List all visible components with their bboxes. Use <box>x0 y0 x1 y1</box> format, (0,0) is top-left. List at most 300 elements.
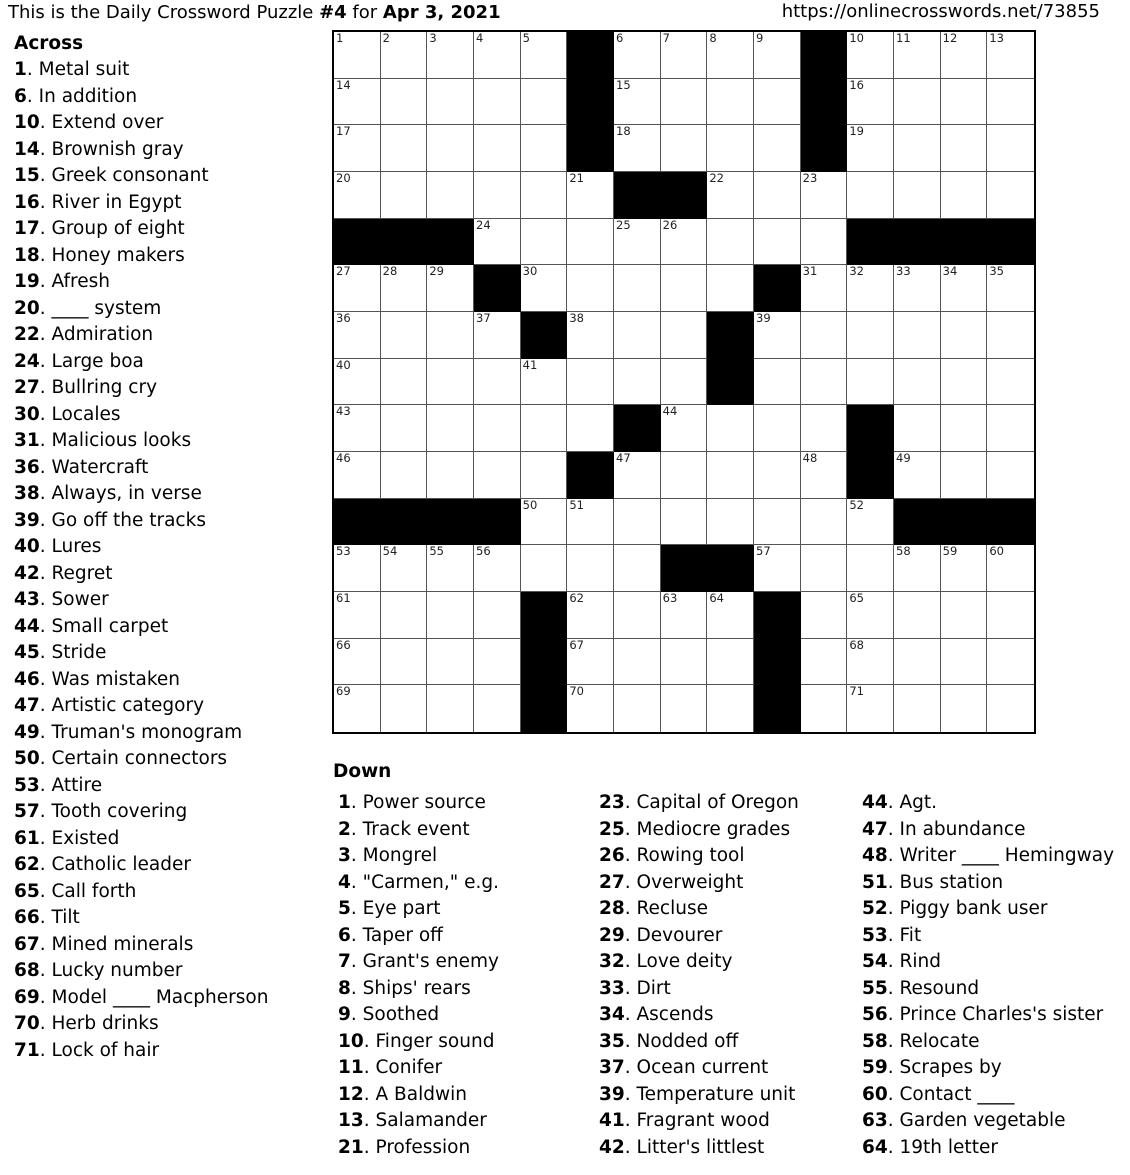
grid-cell[interactable] <box>801 499 848 546</box>
grid-cell[interactable] <box>334 172 381 219</box>
clue-item[interactable] <box>14 216 268 243</box>
grid-cell[interactable] <box>847 499 894 546</box>
clue-item[interactable] <box>599 896 799 923</box>
clue-item[interactable] <box>338 1135 499 1162</box>
grid-cell[interactable] <box>801 592 848 639</box>
clue-item[interactable] <box>599 817 799 844</box>
cell-number: 2 <box>382 31 390 45</box>
clue-item[interactable] <box>14 243 268 270</box>
clue-item[interactable] <box>599 1135 799 1162</box>
clue-number: 24 <box>14 350 40 372</box>
grid-cell[interactable] <box>987 359 1034 406</box>
grid-cell[interactable] <box>474 592 521 639</box>
grid-cell[interactable] <box>567 639 614 686</box>
grid-cell[interactable] <box>474 452 521 499</box>
clue-item[interactable] <box>14 799 268 826</box>
puzzle-url[interactable]: https://onlinecrosswords.net/73855 <box>781 1 1100 22</box>
grid-cell[interactable] <box>334 265 381 312</box>
grid-cell[interactable] <box>427 545 474 592</box>
clue-number: 11 <box>338 1057 364 1078</box>
clue-text: "Carmen," e.g. <box>362 871 499 893</box>
grid-cell[interactable] <box>894 545 941 592</box>
grid-cell[interactable] <box>801 219 848 266</box>
grid-cell[interactable] <box>521 545 568 592</box>
grid-cell[interactable] <box>334 405 381 452</box>
grid-cell[interactable] <box>521 265 568 312</box>
grid-cell[interactable] <box>381 452 428 499</box>
grid-cell[interactable] <box>474 639 521 686</box>
grid-cell[interactable] <box>474 125 521 172</box>
grid-cell[interactable] <box>941 685 988 732</box>
grid-cell[interactable] <box>987 639 1034 686</box>
grid-cell[interactable] <box>754 172 801 219</box>
grid-cell[interactable] <box>567 405 614 452</box>
clue-item[interactable] <box>14 402 268 429</box>
grid-cell[interactable] <box>847 32 894 79</box>
grid-cell[interactable] <box>661 312 708 359</box>
grid-cell[interactable] <box>754 219 801 266</box>
grid-cell[interactable] <box>427 32 474 79</box>
grid-cell[interactable] <box>381 405 428 452</box>
clue-item[interactable] <box>338 1029 499 1056</box>
grid-cell[interactable] <box>847 172 894 219</box>
clue-text: Litter's littlest <box>636 1136 765 1158</box>
clue-item[interactable] <box>14 693 268 720</box>
clue-item[interactable] <box>14 1011 268 1038</box>
grid-cell[interactable] <box>427 312 474 359</box>
grid-cell[interactable] <box>381 79 428 126</box>
clue-item[interactable] <box>338 1055 499 1082</box>
grid-cell[interactable] <box>614 125 661 172</box>
grid-cell[interactable] <box>567 545 614 592</box>
grid-cell[interactable] <box>987 265 1034 312</box>
grid-cell[interactable] <box>847 545 894 592</box>
grid-cell[interactable] <box>941 359 988 406</box>
grid-cell[interactable] <box>567 219 614 266</box>
clue-item[interactable] <box>338 1108 499 1135</box>
grid-cell[interactable] <box>521 452 568 499</box>
clue-item[interactable] <box>14 455 268 482</box>
grid-cell[interactable] <box>474 32 521 79</box>
grid-cell[interactable] <box>707 685 754 732</box>
grid-cell[interactable] <box>754 359 801 406</box>
grid-cell[interactable] <box>381 265 428 312</box>
clue-item[interactable] <box>14 958 268 985</box>
clue-separator: . <box>39 880 52 902</box>
grid-cell[interactable] <box>334 312 381 359</box>
grid-cell[interactable] <box>987 79 1034 126</box>
grid-cell[interactable] <box>894 639 941 686</box>
clue-item[interactable] <box>862 976 1114 1003</box>
grid-cell[interactable] <box>801 265 848 312</box>
clue-item[interactable] <box>599 976 799 1003</box>
grid-cell[interactable] <box>427 359 474 406</box>
clue-item[interactable] <box>14 84 268 111</box>
clue-item[interactable] <box>338 923 499 950</box>
grid-cell[interactable] <box>707 405 754 452</box>
grid-cell[interactable] <box>894 592 941 639</box>
clue-item[interactable] <box>14 852 268 879</box>
clue-item[interactable] <box>14 985 268 1012</box>
clue-item[interactable] <box>599 923 799 950</box>
clue-item[interactable] <box>599 1082 799 1109</box>
grid-cell-black <box>801 79 848 126</box>
clue-item[interactable] <box>14 720 268 747</box>
grid-cell[interactable] <box>334 452 381 499</box>
clue-item[interactable] <box>14 375 268 402</box>
clue-item[interactable] <box>14 349 268 376</box>
grid-cell[interactable] <box>941 79 988 126</box>
clue-item[interactable] <box>599 870 799 897</box>
grid-cell[interactable] <box>427 639 474 686</box>
clue-number: 27 <box>14 377 40 399</box>
grid-cell[interactable] <box>521 172 568 219</box>
clue-item[interactable] <box>338 976 499 1003</box>
clue-item[interactable] <box>14 932 268 959</box>
clue-item[interactable] <box>338 817 499 844</box>
clue-text: Malicious looks <box>51 430 192 452</box>
grid-cell[interactable] <box>707 592 754 639</box>
grid-cell[interactable] <box>474 79 521 126</box>
grid-cell[interactable] <box>614 499 661 546</box>
clue-item[interactable] <box>338 1002 499 1029</box>
grid-cell[interactable] <box>334 359 381 406</box>
clue-separator: . <box>39 403 52 425</box>
grid-cell[interactable] <box>801 545 848 592</box>
clue-item[interactable] <box>14 667 268 694</box>
grid-cell[interactable] <box>614 452 661 499</box>
grid-cell[interactable] <box>707 639 754 686</box>
grid-cell[interactable] <box>661 592 708 639</box>
clue-item[interactable] <box>599 1002 799 1029</box>
clue-item[interactable] <box>862 843 1114 870</box>
grid-cell[interactable] <box>474 685 521 732</box>
clue-separator: . <box>39 456 52 478</box>
clue-item[interactable] <box>599 843 799 870</box>
clue-item[interactable] <box>338 790 499 817</box>
grid-cell[interactable] <box>614 592 661 639</box>
grid-cell[interactable] <box>801 405 848 452</box>
grid-cell[interactable] <box>567 312 614 359</box>
grid-cell[interactable] <box>941 125 988 172</box>
grid-cell[interactable] <box>847 685 894 732</box>
grid-cell[interactable] <box>941 405 988 452</box>
grid-cell[interactable] <box>661 219 708 266</box>
clue-separator: . <box>363 1083 376 1105</box>
grid-cell[interactable] <box>894 405 941 452</box>
grid-cell[interactable] <box>987 312 1034 359</box>
across-heading: Across <box>14 33 84 54</box>
grid-cell[interactable] <box>381 125 428 172</box>
clue-item[interactable] <box>14 534 268 561</box>
clue-number: 3 <box>338 845 351 866</box>
grid-cell[interactable] <box>474 312 521 359</box>
grid-cell[interactable] <box>381 312 428 359</box>
clue-item[interactable] <box>862 949 1114 976</box>
clue-item[interactable] <box>14 640 268 667</box>
clue-item[interactable] <box>14 905 268 932</box>
grid-cell[interactable] <box>707 125 754 172</box>
grid-cell[interactable] <box>381 592 428 639</box>
grid-cell[interactable] <box>381 685 428 732</box>
clue-text: Brownish gray <box>51 138 184 160</box>
grid-cell[interactable] <box>334 79 381 126</box>
grid-cell-black <box>521 312 568 359</box>
grid-cell[interactable] <box>941 545 988 592</box>
grid-cell[interactable] <box>661 685 708 732</box>
grid-cell[interactable] <box>521 79 568 126</box>
clue-separator: . <box>39 668 52 690</box>
cell-number: 8 <box>709 31 717 45</box>
clue-item[interactable] <box>14 746 268 773</box>
grid-cell[interactable] <box>427 172 474 219</box>
grid-cell[interactable] <box>661 405 708 452</box>
grid-cell[interactable] <box>941 639 988 686</box>
grid-cell[interactable] <box>614 265 661 312</box>
grid-cell[interactable] <box>661 499 708 546</box>
grid-cell[interactable] <box>614 312 661 359</box>
grid-cell[interactable] <box>894 79 941 126</box>
clue-text: Watercraft <box>51 456 149 478</box>
header-prefix: This is the Daily Crossword Puzzle <box>8 2 320 23</box>
grid-cell[interactable] <box>661 79 708 126</box>
grid-cell[interactable] <box>894 125 941 172</box>
grid-cell[interactable] <box>941 452 988 499</box>
grid-cell[interactable] <box>754 405 801 452</box>
grid-cell[interactable] <box>474 405 521 452</box>
clue-item[interactable] <box>14 269 268 296</box>
clue-item[interactable] <box>862 1108 1114 1135</box>
grid-cell[interactable] <box>521 125 568 172</box>
clue-item[interactable] <box>338 949 499 976</box>
grid-cell[interactable] <box>847 79 894 126</box>
grid-cell[interactable] <box>521 359 568 406</box>
grid-cell[interactable] <box>801 359 848 406</box>
grid-cell[interactable] <box>754 125 801 172</box>
grid-cell[interactable] <box>381 639 428 686</box>
grid-cell[interactable] <box>941 265 988 312</box>
grid-cell[interactable] <box>707 219 754 266</box>
grid-cell[interactable] <box>941 592 988 639</box>
grid-cell[interactable] <box>754 545 801 592</box>
cell-number: 64 <box>709 591 724 605</box>
clue-number: 37 <box>599 1057 625 1078</box>
clue-item[interactable] <box>14 428 268 455</box>
grid-cell[interactable] <box>894 265 941 312</box>
clue-item[interactable] <box>599 1029 799 1056</box>
grid-cell[interactable] <box>754 452 801 499</box>
grid-cell[interactable] <box>661 265 708 312</box>
grid-cell[interactable] <box>427 592 474 639</box>
grid-cell[interactable] <box>661 639 708 686</box>
grid-cell[interactable] <box>941 172 988 219</box>
grid-cell[interactable] <box>987 452 1034 499</box>
clue-item[interactable] <box>338 1082 499 1109</box>
grid-cell[interactable] <box>427 125 474 172</box>
clue-item[interactable] <box>338 843 499 870</box>
grid-cell[interactable] <box>567 592 614 639</box>
grid-cell[interactable] <box>801 452 848 499</box>
clue-text: Track event <box>362 818 470 840</box>
grid-cell[interactable] <box>987 545 1034 592</box>
clue-item[interactable] <box>14 322 268 349</box>
grid-cell[interactable] <box>754 79 801 126</box>
grid-cell[interactable] <box>847 359 894 406</box>
grid-cell[interactable] <box>894 32 941 79</box>
grid-cell[interactable] <box>847 265 894 312</box>
grid-cell[interactable] <box>707 172 754 219</box>
cell-number: 67 <box>569 637 584 652</box>
grid-cell[interactable] <box>427 452 474 499</box>
grid-cell[interactable] <box>801 685 848 732</box>
clue-item[interactable] <box>14 879 268 906</box>
grid-cell[interactable] <box>847 312 894 359</box>
clue-text: Greek consonant <box>51 165 209 187</box>
grid-cell[interactable] <box>614 545 661 592</box>
clue-number: 8 <box>338 977 351 999</box>
clue-item[interactable] <box>14 57 268 84</box>
grid-cell[interactable] <box>334 545 381 592</box>
clue-item[interactable] <box>14 587 268 614</box>
grid-cell[interactable] <box>707 265 754 312</box>
grid-cell[interactable] <box>521 405 568 452</box>
clue-item[interactable] <box>862 870 1114 897</box>
grid-cell[interactable] <box>987 172 1034 219</box>
clue-item[interactable] <box>599 949 799 976</box>
grid-cell[interactable] <box>381 32 428 79</box>
clue-item[interactable] <box>14 1038 268 1065</box>
clue-item[interactable] <box>862 817 1114 844</box>
clue-item[interactable] <box>14 481 268 508</box>
grid-cell[interactable] <box>801 312 848 359</box>
grid-cell[interactable] <box>894 312 941 359</box>
grid-cell[interactable] <box>334 125 381 172</box>
clue-item[interactable] <box>14 137 268 164</box>
grid-cell[interactable] <box>894 452 941 499</box>
grid-cell[interactable] <box>941 32 988 79</box>
clue-number: 63 <box>862 1110 888 1131</box>
grid-cell[interactable] <box>754 499 801 546</box>
clue-item[interactable] <box>14 561 268 588</box>
grid-cell[interactable] <box>801 639 848 686</box>
grid-cell[interactable] <box>894 685 941 732</box>
grid-cell[interactable] <box>381 172 428 219</box>
clue-item[interactable] <box>862 1082 1114 1109</box>
clue-item[interactable] <box>14 163 268 190</box>
grid-cell[interactable] <box>707 452 754 499</box>
grid-cell[interactable] <box>707 79 754 126</box>
grid-cell[interactable] <box>474 545 521 592</box>
grid-cell[interactable] <box>381 359 428 406</box>
grid-cell[interactable] <box>614 639 661 686</box>
clue-item[interactable] <box>862 1135 1114 1162</box>
grid-cell[interactable] <box>987 32 1034 79</box>
clue-item[interactable] <box>862 1002 1114 1029</box>
grid-cell[interactable] <box>474 172 521 219</box>
grid-cell[interactable] <box>427 265 474 312</box>
grid-cell[interactable] <box>381 545 428 592</box>
grid-cell[interactable] <box>567 172 614 219</box>
grid-cell[interactable] <box>334 685 381 732</box>
clue-item[interactable] <box>599 1055 799 1082</box>
grid-cell[interactable] <box>894 172 941 219</box>
grid-cell[interactable] <box>614 359 661 406</box>
grid-cell[interactable] <box>754 312 801 359</box>
grid-cell-black <box>707 545 754 592</box>
cell-number: 54 <box>382 544 398 559</box>
grid-cell[interactable] <box>567 265 614 312</box>
clue-item[interactable] <box>862 1029 1114 1056</box>
clue-item[interactable] <box>862 790 1114 817</box>
grid-cell[interactable] <box>427 685 474 732</box>
grid-cell[interactable] <box>567 685 614 732</box>
grid-cell[interactable] <box>474 219 521 266</box>
clue-item[interactable] <box>14 773 268 800</box>
clue-item[interactable] <box>14 110 268 137</box>
grid-cell[interactable] <box>987 685 1034 732</box>
clue-item[interactable] <box>862 896 1114 923</box>
grid-cell-black <box>334 499 381 546</box>
grid-cell[interactable] <box>847 592 894 639</box>
page-header-title <box>8 2 501 23</box>
grid-cell[interactable] <box>661 32 708 79</box>
clue-item[interactable] <box>599 790 799 817</box>
grid-cell[interactable] <box>987 592 1034 639</box>
clue-text: Resound <box>899 977 980 999</box>
grid-cell[interactable] <box>987 125 1034 172</box>
grid-cell[interactable] <box>474 359 521 406</box>
grid-cell[interactable] <box>707 499 754 546</box>
grid-cell[interactable] <box>427 79 474 126</box>
clue-item[interactable] <box>599 1108 799 1135</box>
grid-cell[interactable] <box>894 359 941 406</box>
grid-cell[interactable] <box>334 32 381 79</box>
grid-cell[interactable] <box>987 405 1034 452</box>
clue-item[interactable] <box>14 296 268 323</box>
grid-cell[interactable] <box>707 32 754 79</box>
grid-cell[interactable] <box>661 452 708 499</box>
grid-cell[interactable] <box>941 312 988 359</box>
grid-cell[interactable] <box>614 79 661 126</box>
grid-cell[interactable] <box>334 639 381 686</box>
clue-item[interactable] <box>14 508 268 535</box>
grid-cell[interactable] <box>847 639 894 686</box>
grid-cell[interactable] <box>567 359 614 406</box>
clue-item[interactable] <box>338 896 499 923</box>
clue-item[interactable] <box>14 614 268 641</box>
grid-cell[interactable] <box>754 32 801 79</box>
grid-cell[interactable] <box>614 685 661 732</box>
grid-cell[interactable] <box>521 32 568 79</box>
clue-item[interactable] <box>862 923 1114 950</box>
clue-item[interactable] <box>14 826 268 853</box>
grid-cell[interactable] <box>614 32 661 79</box>
grid-cell[interactable] <box>661 125 708 172</box>
grid-cell[interactable] <box>661 359 708 406</box>
clue-item[interactable] <box>14 190 268 217</box>
grid-cell[interactable] <box>334 592 381 639</box>
grid-cell[interactable] <box>521 219 568 266</box>
clue-item[interactable] <box>338 870 499 897</box>
grid-cell[interactable] <box>847 125 894 172</box>
grid-cell[interactable] <box>521 499 568 546</box>
grid-cell[interactable] <box>567 499 614 546</box>
grid-cell[interactable] <box>427 405 474 452</box>
grid-cell[interactable] <box>614 219 661 266</box>
cell-number: 61 <box>336 591 351 605</box>
clue-item[interactable] <box>862 1055 1114 1082</box>
grid-cell[interactable] <box>801 172 848 219</box>
